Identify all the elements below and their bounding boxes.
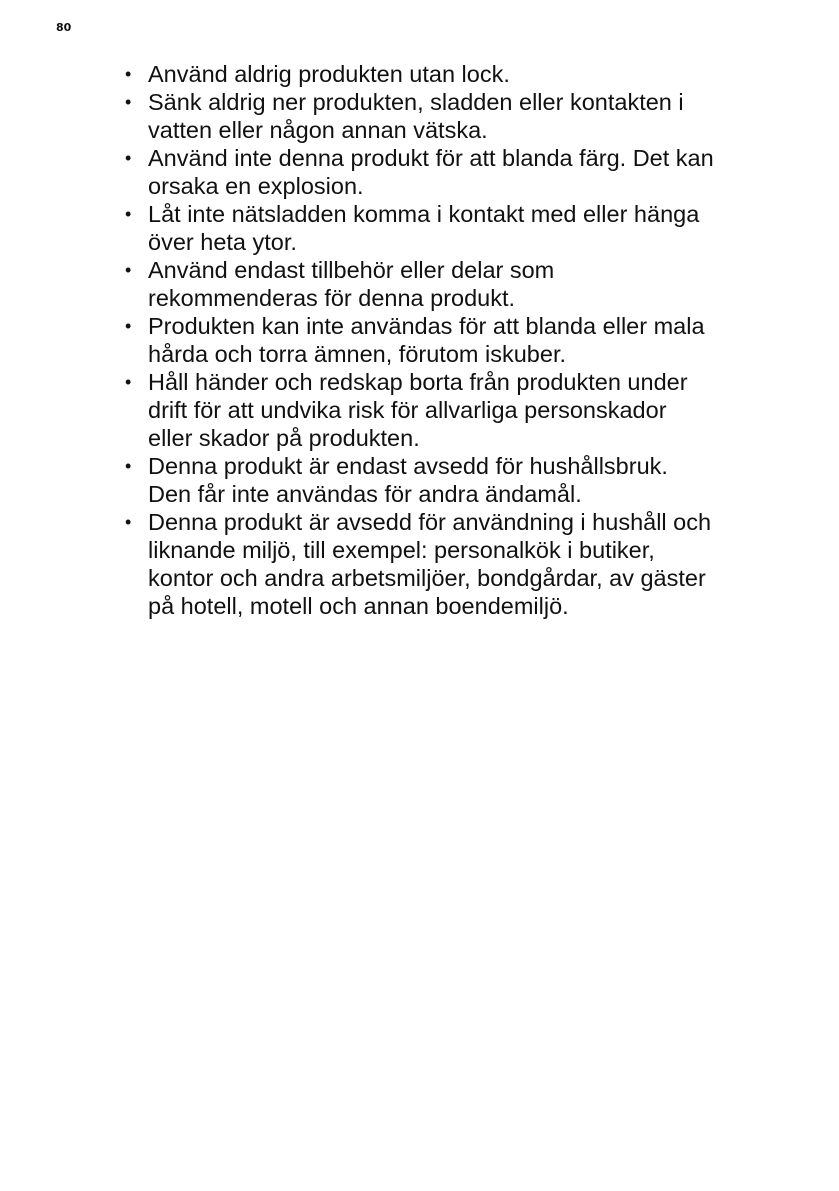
bullet-icon: • (125, 512, 132, 532)
list-item-text: Håll händer och redskap borta från produkten under drift för att undvika risk för allvarliga personskador eller skador på produkten. (148, 369, 688, 451)
bullet-icon: • (125, 92, 132, 112)
list-item (120, 88, 800, 144)
list-item (120, 312, 800, 368)
list-item (120, 200, 800, 256)
page-number: 80 (56, 21, 72, 34)
list-item (120, 144, 800, 200)
bullet-icon: • (125, 456, 132, 476)
list-item-text: Använd endast tillbehör eller delar som rekommenderas för denna produkt. (148, 257, 555, 311)
list-item (120, 508, 800, 620)
bullet-icon: • (125, 148, 132, 168)
bullet-icon: • (125, 64, 132, 84)
list-item (120, 256, 800, 312)
list-item (120, 368, 800, 452)
list-item-text: Använd inte denna produkt för att blanda färg. Det kan orsaka en explosion. (148, 145, 714, 199)
bullet-icon: • (125, 260, 132, 280)
bullet-icon: • (125, 204, 132, 224)
bullet-icon: • (125, 316, 132, 336)
list-item-text: Sänk aldrig ner produkten, sladden eller kontakten i vatten eller någon annan vätska. (148, 89, 684, 143)
list-item (120, 452, 800, 508)
list-item-text: Denna produkt är endast avsedd för hushållsbruk. Den får inte användas för andra ändamål. (148, 453, 668, 507)
list-item-text: Produkten kan inte användas för att blanda eller mala hårda och torra ämnen, förutom iskuber. (148, 313, 705, 367)
list-item-text: Denna produkt är avsedd för användning i hushåll och liknande miljö, till exempel: personalkök i butiker, kontor och andra arbetsmiljöer, bondgårdar, av gäster på hotell, motell och annan boendemiljö. (148, 509, 712, 619)
safety-instructions-list (120, 60, 800, 620)
list-item (120, 60, 800, 88)
bullet-icon: • (125, 372, 132, 392)
list-item-text: Låt inte nätsladden komma i kontakt med eller hänga över heta ytor. (148, 201, 700, 255)
list-item-text: Använd aldrig produkten utan lock. (148, 61, 510, 87)
